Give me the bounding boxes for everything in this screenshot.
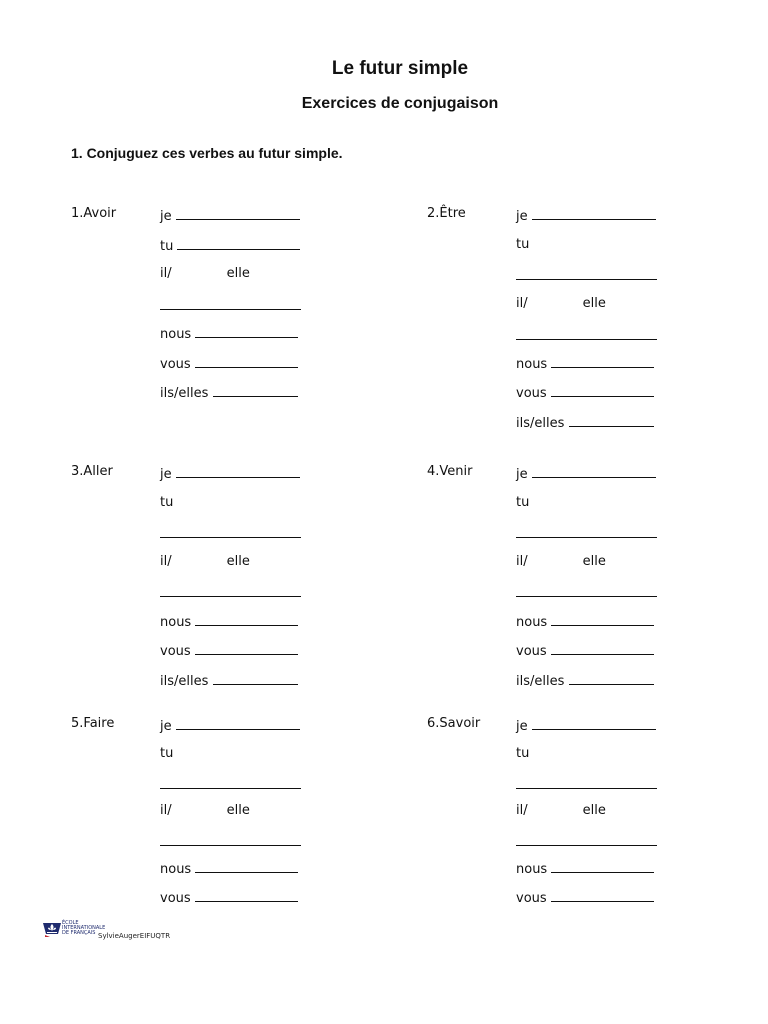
row-nous: nous [160,324,298,342]
answer-line[interactable] [213,383,298,397]
row-je: je [160,206,300,224]
answer-line[interactable] [532,464,656,478]
verb-label: 1.Avoir [71,206,117,221]
fleur-de-lis-icon [42,920,62,938]
answer-line[interactable] [195,354,298,368]
row-tu: tu [516,746,530,761]
row-vous: vous [516,641,654,659]
answer-line[interactable] [160,845,301,846]
answer-line[interactable] [516,537,657,538]
answer-line[interactable] [195,612,298,626]
answer-line[interactable] [551,612,654,626]
answer-line[interactable] [551,641,654,655]
row-vous: vous [516,888,654,906]
answer-line[interactable] [213,671,298,685]
answer-line[interactable] [160,537,301,538]
row-nous: nous [516,354,654,372]
answer-line[interactable] [160,596,301,597]
row-je: je [516,716,656,734]
row-il-elle: il/ elle [160,554,250,569]
row-ils-elles: ils/elles [160,671,298,689]
row-je: je [160,716,300,734]
verb-label: 2.Être [427,206,466,221]
row-tu: tu [516,495,530,510]
author-credit: SylvieAugerEIFUQTR [98,932,171,940]
answer-line[interactable] [160,309,301,310]
row-je: je [516,206,656,224]
verb-label: 5.Faire [71,716,115,731]
answer-line[interactable] [195,324,298,338]
row-il-elle: il/ elle [160,266,250,281]
answer-line[interactable] [176,206,300,220]
answer-line[interactable] [532,206,656,220]
logo-wordmark: ÉCOLE INTERNATIONALE DE FRANÇAIS [62,920,106,936]
answer-line[interactable] [176,464,300,478]
row-tu: tu [160,746,174,761]
verb-label: 3.Aller [71,464,113,479]
row-je: je [516,464,656,482]
answer-line[interactable] [532,716,656,730]
row-nous: nous [516,859,654,877]
row-nous: nous [516,612,654,630]
answer-line[interactable] [195,888,298,902]
row-ils-elles: ils/elles [516,413,654,431]
row-nous: nous [160,859,298,877]
answer-line[interactable] [195,859,298,873]
verb-label: 4.Venir [427,464,473,479]
row-vous: vous [160,354,298,372]
verb-label: 6.Savoir [427,716,481,731]
row-vous: vous [160,888,298,906]
answer-line[interactable] [569,413,654,427]
answer-line[interactable] [177,236,300,250]
row-vous: vous [160,641,298,659]
answer-line[interactable] [160,788,301,789]
answer-line[interactable] [516,788,657,789]
answer-line[interactable] [176,716,300,730]
row-nous: nous [160,612,298,630]
answer-line[interactable] [516,339,657,340]
row-tu: tu [160,236,300,254]
row-tu: tu [516,237,530,252]
row-il-elle: il/ elle [516,803,606,818]
row-il-elle: il/ elle [516,554,606,569]
row-il-elle: il/ elle [516,296,606,311]
row-il-elle: il/ elle [160,803,250,818]
row-ils-elles: ils/elles [160,383,298,401]
answer-line[interactable] [516,596,657,597]
answer-line[interactable] [195,641,298,655]
answer-line[interactable] [551,354,654,368]
answer-line[interactable] [551,859,654,873]
row-je: je [160,464,300,482]
answer-line[interactable] [551,888,654,902]
answer-line[interactable] [516,279,657,280]
row-ils-elles: ils/elles [516,671,654,689]
exercise-instruction: 1. Conjuguez ces verbes au futur simple. [71,145,343,161]
answer-line[interactable] [516,845,657,846]
row-vous: vous [516,383,654,401]
answer-line[interactable] [551,383,654,397]
answer-line[interactable] [569,671,654,685]
page-subtitle: Exercices de conjugaison [301,95,499,112]
row-tu: tu [160,495,174,510]
page-title: Le futur simple [331,58,469,79]
